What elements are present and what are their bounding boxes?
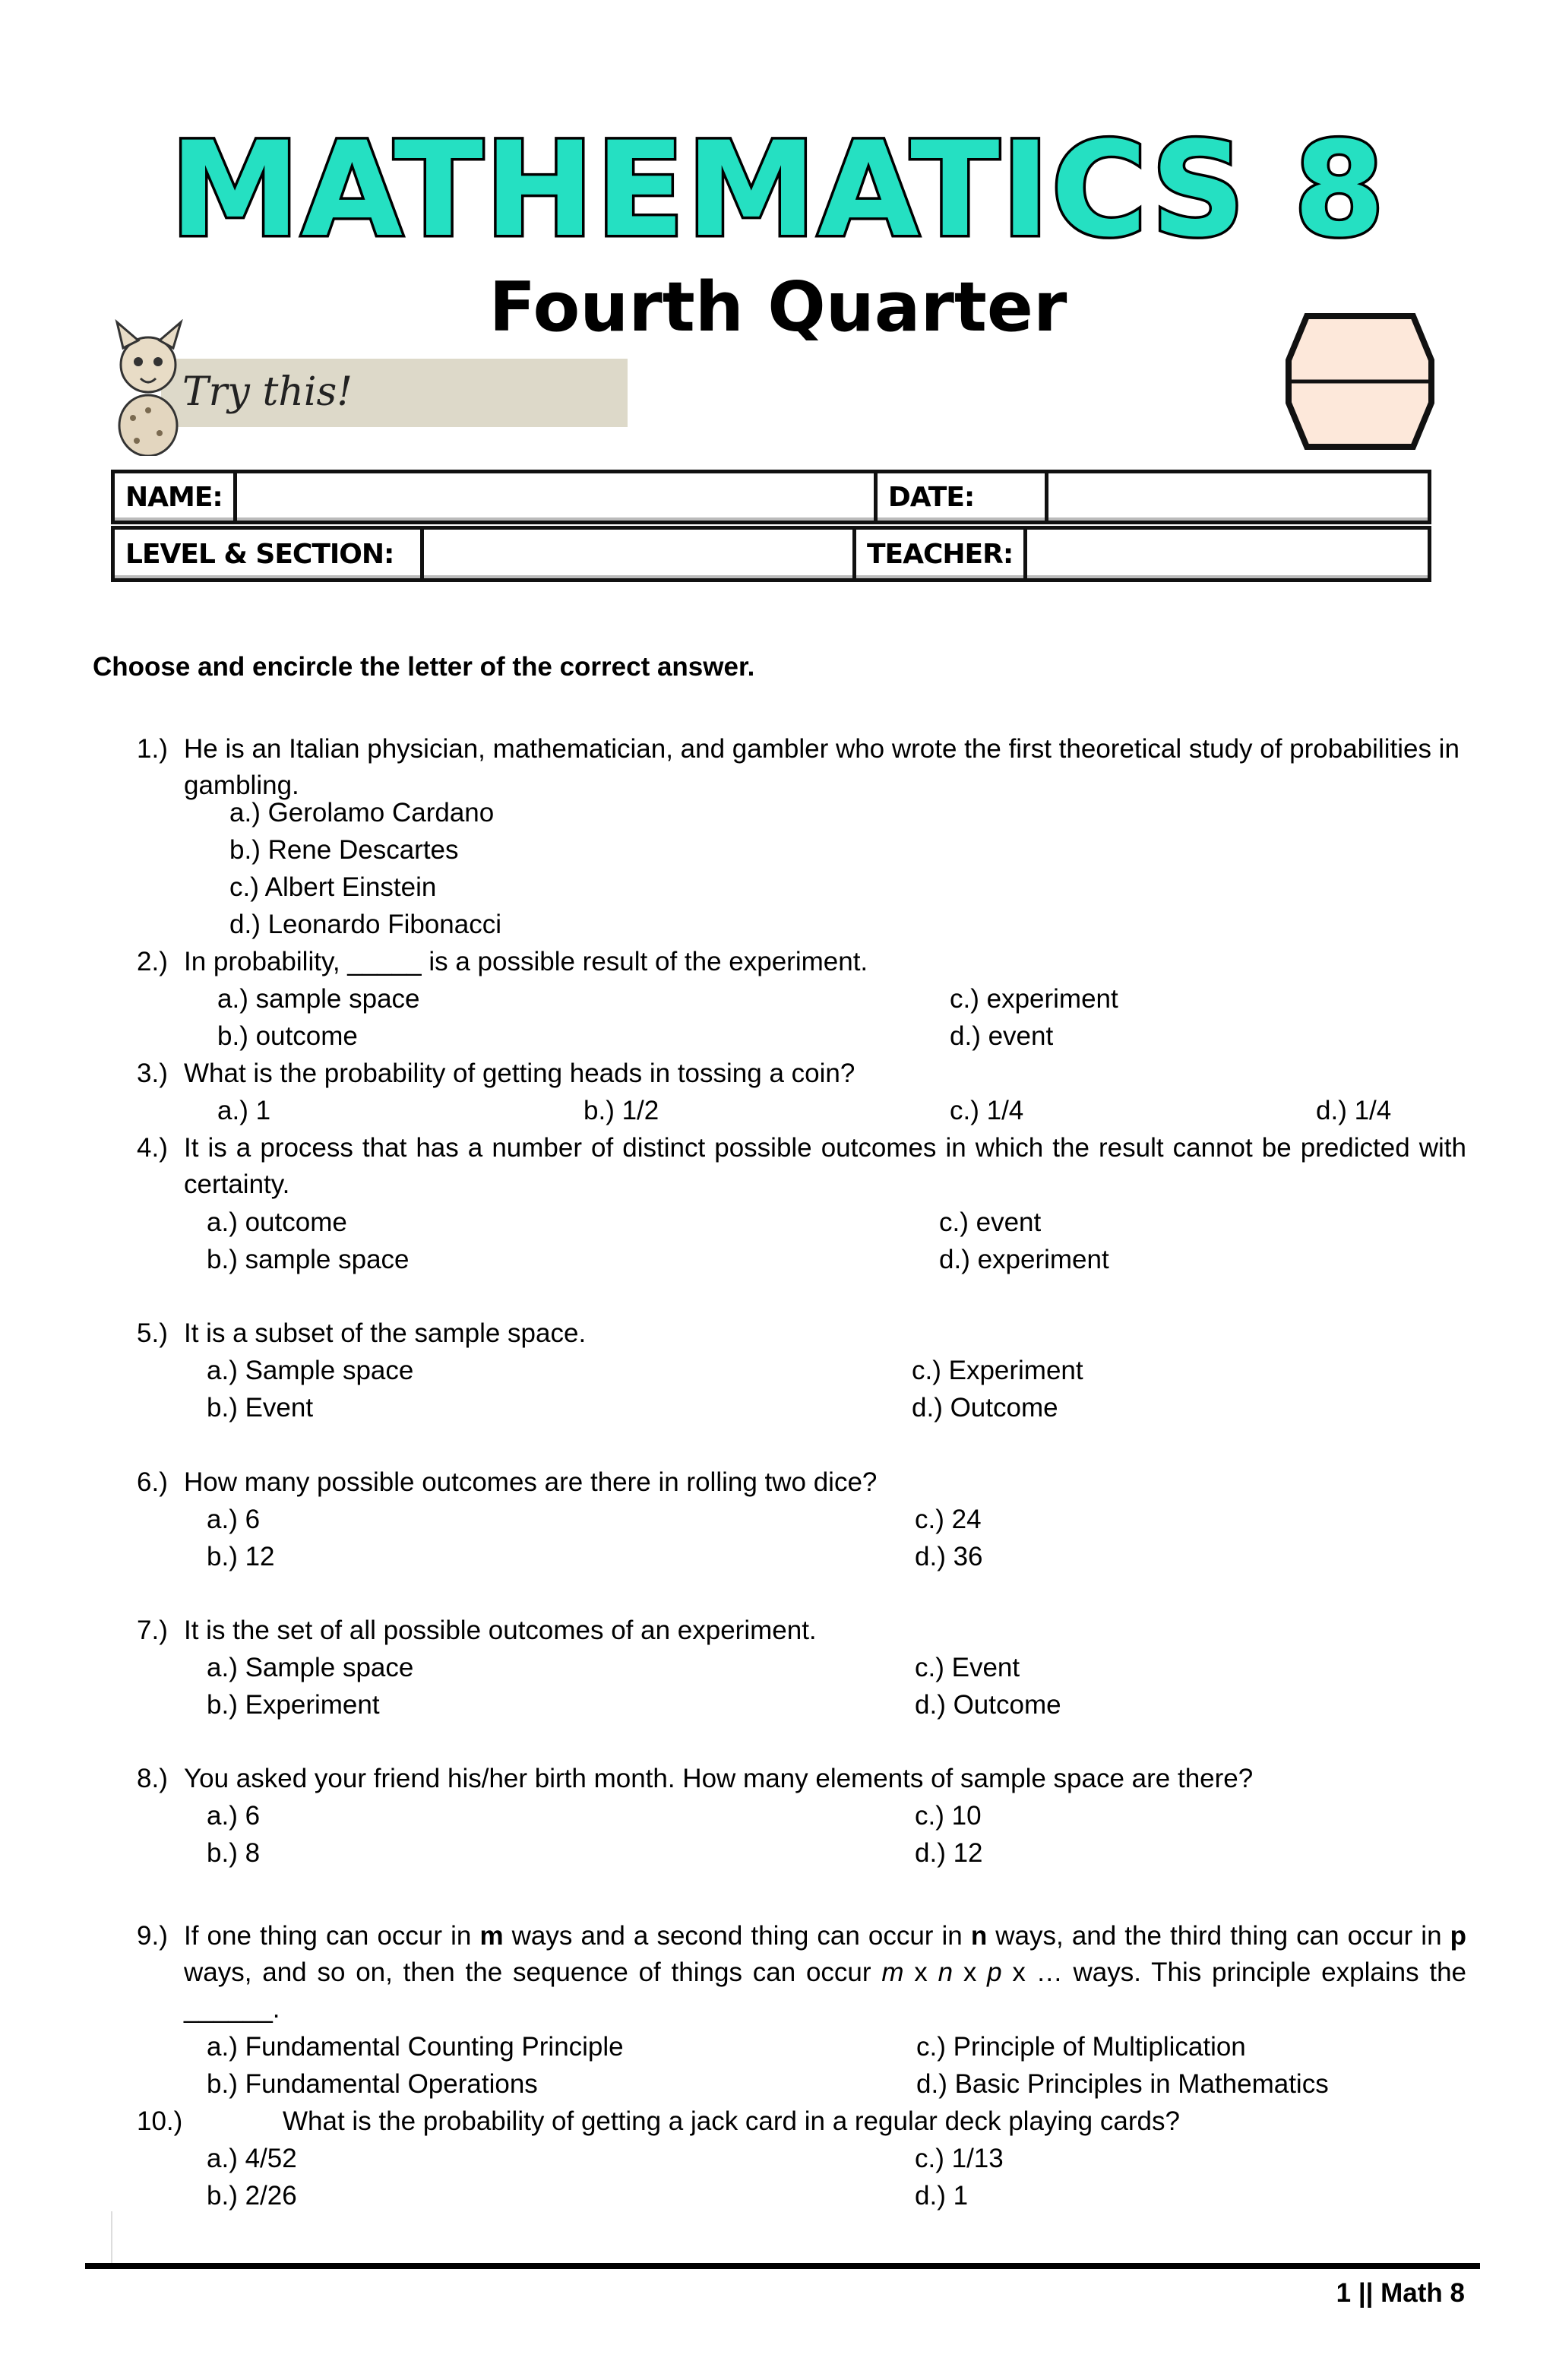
option-c[interactable]: c.) Event (915, 1653, 1020, 1682)
question-stem: If one thing can occur in m ways and a second thing can occur in n ways, and the third thing can occur in p ways, and so on, then the sequence of things can occur m x n x p x … ways. This principle explains the ______. (184, 1921, 1467, 2024)
instructions: Choose and encircle the letter of the correct answer. (93, 652, 755, 682)
question-number: 5.) (137, 1318, 168, 1348)
question-stem: What is the probability of getting heads in tossing a coin? (184, 1059, 855, 1088)
option-d[interactable]: d.) 1 (915, 2181, 969, 2211)
question-number: 3.) (137, 1059, 168, 1088)
option-d[interactable]: d.) event (950, 1021, 1054, 1051)
name-label: NAME: (113, 472, 236, 523)
question-stem: What is the probability of getting a jack card in a regular deck playing cards? (283, 2106, 1180, 2136)
option-a[interactable]: a.) Sample space (207, 1653, 414, 1682)
option-d[interactable]: d.) Leonardo Fibonacci (229, 910, 501, 939)
option-b[interactable]: b.) outcome (217, 1021, 358, 1051)
option-c[interactable]: c.) Albert Einstein (229, 872, 437, 902)
option-c[interactable]: c.) 1/4 (950, 1096, 1024, 1125)
option-c[interactable]: c.) event (939, 1207, 1042, 1237)
option-b[interactable]: b.) 12 (207, 1542, 275, 1571)
page-title: MATHEMATICS 8 (169, 113, 1387, 266)
option-d[interactable]: d.) 1/4 (1316, 1096, 1392, 1125)
student-info-table-row2 (111, 526, 1431, 582)
option-b[interactable]: b.) 1/2 (584, 1096, 659, 1125)
octagon-icon (1284, 312, 1436, 451)
option-c[interactable]: c.) 1/13 (915, 2144, 1004, 2173)
option-a[interactable]: a.) sample space (217, 984, 420, 1014)
option-d[interactable]: d.) Basic Principles in Mathematics (916, 2069, 1329, 2099)
footer-divider (85, 2263, 1480, 2269)
question-stem: It is a subset of the sample space. (184, 1318, 587, 1348)
option-c[interactable]: c.) Experiment (912, 1356, 1083, 1385)
option-a[interactable]: a.) Fundamental Counting Principle (207, 2032, 624, 2062)
option-d[interactable]: d.) 12 (915, 1838, 983, 1868)
option-a[interactable]: a.) 4/52 (207, 2144, 297, 2173)
option-b[interactable]: b.) Rene Descartes (229, 835, 459, 865)
date-field[interactable] (1046, 472, 1429, 523)
option-a[interactable]: a.) 6 (207, 1505, 261, 1534)
option-b[interactable]: b.) 2/26 (207, 2181, 297, 2211)
level-section-label: LEVEL & SECTION: (113, 528, 422, 581)
question-number: 4.) (137, 1133, 168, 1163)
option-d[interactable]: d.) Outcome (912, 1393, 1058, 1423)
option-b[interactable]: b.) Fundamental Operations (207, 2069, 538, 2099)
option-a[interactable]: a.) outcome (207, 1207, 347, 1237)
date-label: DATE: (875, 472, 1046, 523)
question-number: 6.) (137, 1467, 168, 1497)
option-a[interactable]: a.) 6 (207, 1801, 261, 1831)
question-stem: It is the set of all possible outcomes of an experiment. (184, 1616, 817, 1645)
question-number: 9.) (137, 1921, 168, 1951)
question-number: 7.) (137, 1616, 168, 1645)
teacher-label: TEACHER: (855, 528, 1026, 581)
option-d[interactable]: d.) Outcome (915, 1690, 1061, 1720)
option-c[interactable]: c.) Principle of Multiplication (916, 2032, 1246, 2062)
question-number: 1.) (137, 734, 168, 764)
level-section-field[interactable] (422, 528, 855, 581)
question-stem: He is an Italian physician, mathematician, and gambler who wrote the first theoretical study of probabilities in gambling. (184, 734, 1460, 800)
page-subtitle: Fourth Quarter (489, 267, 1067, 347)
try-this-label: Try this! (182, 369, 353, 415)
option-c[interactable]: c.) 10 (915, 1801, 982, 1831)
option-c[interactable]: c.) 24 (915, 1505, 982, 1534)
option-b[interactable]: b.) Event (207, 1393, 314, 1423)
question-stem: In probability, _____ is a possible result of the experiment. (184, 947, 868, 976)
option-a[interactable]: a.) 1 (217, 1096, 271, 1125)
option-b[interactable]: b.) Experiment (207, 1690, 380, 1720)
margin-rule (111, 2211, 112, 2264)
question-stem: How many possible outcomes are there in rolling two dice? (184, 1467, 878, 1497)
student-info-table (111, 470, 1431, 524)
question-stem: It is a process that has a number of distinct possible outcomes in which the result cannot be predicted with certainty. (184, 1133, 1466, 1199)
option-c[interactable]: c.) experiment (950, 984, 1118, 1014)
option-b[interactable]: b.) 8 (207, 1838, 261, 1868)
cat-mascot-icon (106, 319, 190, 456)
question-number: 10.) (137, 2106, 183, 2136)
option-a[interactable]: a.) Sample space (207, 1356, 414, 1385)
teacher-field[interactable] (1026, 528, 1430, 581)
page-footer: 1 || Math 8 (1336, 2278, 1465, 2308)
option-d[interactable]: d.) experiment (939, 1245, 1109, 1274)
question-number: 8.) (137, 1764, 168, 1793)
option-a[interactable]: a.) Gerolamo Cardano (229, 798, 495, 828)
option-d[interactable]: d.) 36 (915, 1542, 983, 1571)
question-number: 2.) (137, 947, 168, 976)
question-stem: You asked your friend his/her birth month. How many elements of sample space are there? (184, 1764, 1254, 1793)
option-b[interactable]: b.) sample space (207, 1245, 410, 1274)
name-field[interactable] (235, 472, 875, 523)
